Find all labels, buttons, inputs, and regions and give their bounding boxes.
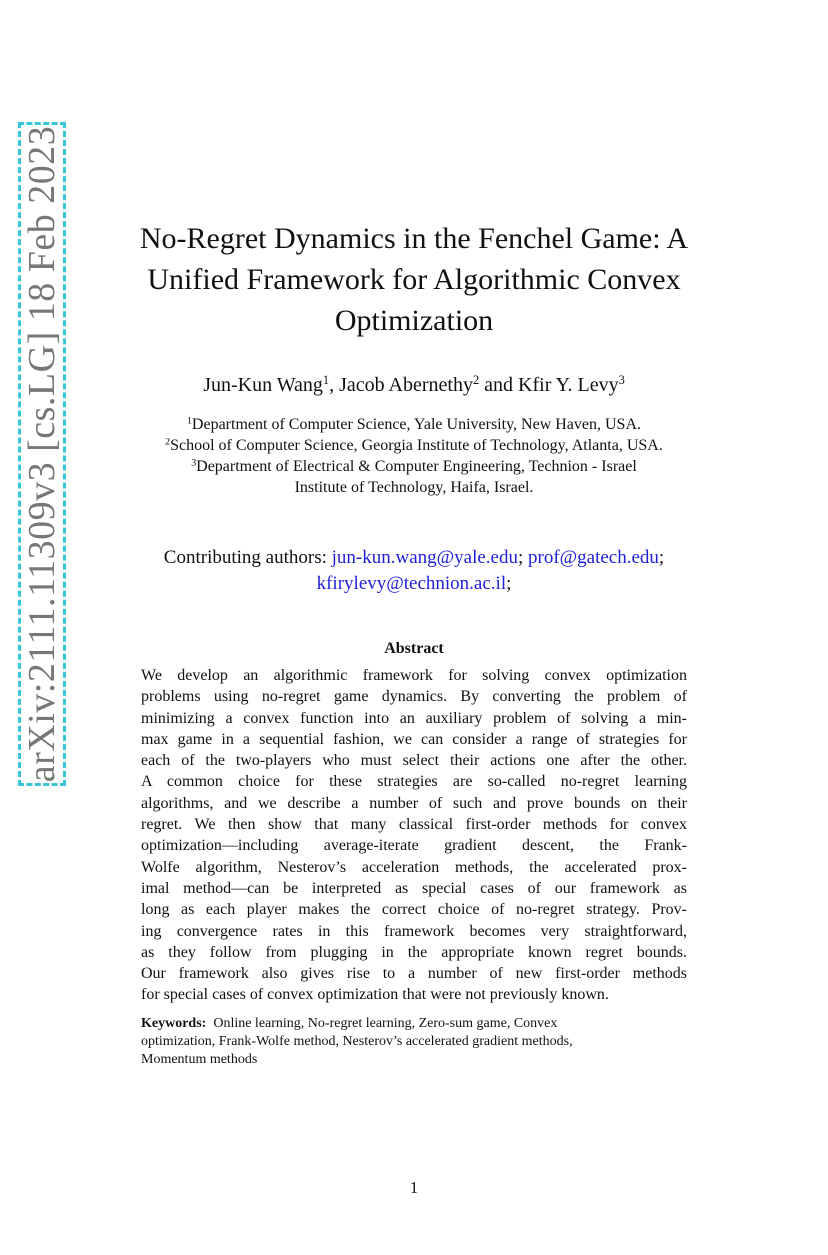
abstract-line: minimizing a convex function into an auxiliary problem of solving a min- xyxy=(141,709,687,727)
email-link[interactable]: kfirylevy@technion.ac.il xyxy=(316,573,507,594)
affiliation-text: School of Computer Science, Georgia Institute of Technology, Atlanta, USA. xyxy=(170,437,663,454)
abstract-line: A common choice for these strategies are so-called no-regret learning xyxy=(141,773,687,791)
title-line: Optimization xyxy=(334,304,494,337)
abstract-line: imal method—can be interpreted as special cases of our framework as xyxy=(141,879,687,897)
affiliation-line xyxy=(100,456,728,477)
keywords-text: Online learning, No-regret learning, Zero-sum game, Convex xyxy=(213,1016,558,1031)
affiliation-text: Department of Computer Science, Yale University, New Haven, USA. xyxy=(191,416,642,433)
contrib-line xyxy=(100,571,728,597)
title-line: Unified Framework for Algorithmic Convex xyxy=(147,263,681,296)
email-separator: ; xyxy=(658,547,665,568)
affiliations xyxy=(100,414,728,498)
author-affil-sup: 1 xyxy=(322,373,330,388)
author-separator: , xyxy=(329,374,340,396)
affiliation-line xyxy=(100,414,728,435)
contrib-line xyxy=(100,545,728,571)
contrib-label: Contributing authors: xyxy=(163,547,332,568)
author-name: Jacob Abernethy xyxy=(339,374,473,396)
abstract-line: each of the two-players who must select their actions one after the other. xyxy=(141,752,687,770)
affiliation-text: Institute of Technology, Haifa, Israel. xyxy=(294,479,534,496)
keywords-label: Keywords: xyxy=(141,1016,207,1031)
paper-title xyxy=(100,218,728,341)
author-name: Jun-Kun Wang xyxy=(203,374,323,396)
abstract-line: We develop an algorithmic framework for solving convex optimization xyxy=(141,667,687,684)
author-separator: and xyxy=(479,374,519,396)
keywords-line: optimization, Frank-Wolfe method, Nesterov’s accelerated gradient methods, xyxy=(141,1034,573,1049)
abstract-line: ing convergence rates in this framework becomes very straightforward, xyxy=(141,922,687,940)
abstract-heading: Abstract xyxy=(384,640,444,657)
affiliation-sup: 3 xyxy=(191,457,197,469)
email-link[interactable]: prof@gatech.edu xyxy=(528,547,659,568)
affiliation-sup: 2 xyxy=(165,436,171,448)
keywords-block xyxy=(141,1015,687,1069)
email-separator: ; xyxy=(517,547,524,568)
abstract-line: algorithms, and we describe a number of such and prove bounds on their xyxy=(141,794,687,812)
affiliation-line xyxy=(100,435,728,456)
affiliation-sup: 1 xyxy=(186,415,192,427)
author-list xyxy=(100,374,728,397)
page-number: 1 xyxy=(409,1178,419,1197)
arxiv-stamp xyxy=(18,122,66,786)
contributing-authors xyxy=(100,545,728,597)
abstract-line: regret. We then show that many classical first-order methods for convex xyxy=(141,816,687,834)
email-link[interactable]: jun-kun.wang@yale.edu xyxy=(331,547,518,568)
author-affil-sup: 3 xyxy=(618,373,625,388)
abstract-line: max game in a sequential fashion, we can consider a range of strategies for xyxy=(141,730,687,748)
keywords-line xyxy=(141,1015,687,1033)
abstract-body xyxy=(141,665,687,1006)
title-line: No-Regret Dynamics in the Fenchel Game: A xyxy=(139,222,689,255)
arxiv-stamp-text: arXiv:2111.11309v3 [cs.LG] 18 Feb 2023 xyxy=(21,125,63,783)
author-name: Kfir Y. Levy xyxy=(518,374,619,396)
abstract-line: problems using no-regret game dynamics. By converting the problem of xyxy=(141,688,687,706)
abstract-line: as they follow from plugging in the appropriate known regret bounds. xyxy=(141,943,687,961)
keywords-line: Momentum methods xyxy=(141,1052,258,1067)
abstract-line: Our framework also gives rise to a number of new first-order methods xyxy=(141,965,687,983)
abstract-line: optimization—including average-iterate gradient descent, the Frank- xyxy=(141,837,687,855)
affiliation-line xyxy=(100,477,728,498)
author-affil-sup: 2 xyxy=(472,373,480,388)
abstract-line: long as each player makes the correct choice of no-regret strategy. Prov- xyxy=(141,901,687,919)
email-separator: ; xyxy=(506,573,512,594)
affiliation-text: Department of Electrical & Computer Engineering, Technion - Israel xyxy=(196,458,637,475)
abstract-line: for special cases of convex optimization that were not previously known. xyxy=(141,986,609,1004)
abstract-line: Wolfe algorithm, Nesterov’s acceleration methods, the accelerated prox- xyxy=(141,858,687,876)
